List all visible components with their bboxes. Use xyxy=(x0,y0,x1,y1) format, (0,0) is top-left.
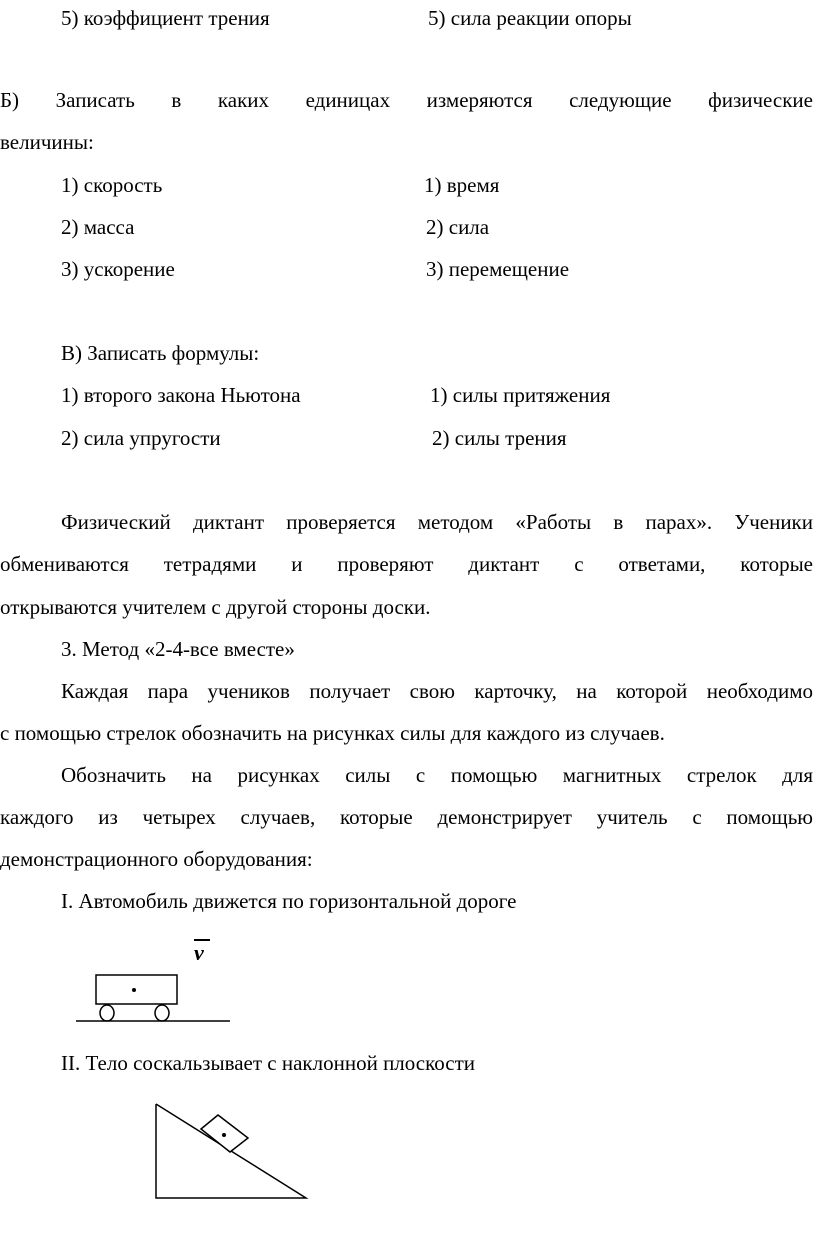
dictation-paragraph-line: обмениваются тетрадями и проверяют диктант с ответами, которые xyxy=(0,552,813,576)
list-item: 2) сила упругости xyxy=(61,426,221,450)
method-paragraph-1: Каждая пара учеников получает свою карточку, на которой необходимо xyxy=(61,679,813,703)
section-v-title: В) Записать формулы: xyxy=(61,341,260,365)
list-item: 1) второго закона Ньютона xyxy=(61,383,301,407)
list-item: 3) перемещение xyxy=(426,257,570,281)
method-paragraph-2-line: демонстрационного оборудования: xyxy=(0,847,313,871)
list-item: 2) масса xyxy=(61,215,135,239)
list-item: 5) коэффициент трения xyxy=(61,6,270,30)
method-paragraph-2-line: каждого из четырех случаев, которые демонстрирует учитель с помощью xyxy=(0,805,813,829)
section-b-title-cont: величины: xyxy=(0,130,94,154)
case-1-title: I. Автомобиль движется по горизонтальной дороге xyxy=(61,889,517,913)
dictation-paragraph: Физический диктант проверяется методом «Работы в парах». Ученики xyxy=(61,510,813,534)
list-item: 1) скорость xyxy=(61,173,163,197)
list-item: 2) сила xyxy=(426,215,490,239)
incline-diagram-icon xyxy=(150,1100,320,1210)
list-item: 5) сила реакции опоры xyxy=(428,6,632,30)
method-title: 3. Метод «2-4-все вместе» xyxy=(61,637,295,661)
list-item: 2) силы трения xyxy=(432,426,567,450)
list-item: 1) время xyxy=(424,173,500,197)
list-item: 3) ускорение xyxy=(61,257,175,281)
section-b-title: Б) Записать в каких единицах измеряются следующие физические xyxy=(0,88,813,112)
dictation-paragraph-line: открываются учителем с другой стороны доски. xyxy=(0,595,431,619)
list-item: 1) силы притяжения xyxy=(430,383,611,407)
method-paragraph-1-line: с помощью стрелок обозначить на рисунках силы для каждого из случаев. xyxy=(0,721,665,745)
car-diagram-icon xyxy=(70,934,310,1034)
velocity-label: v xyxy=(194,940,204,965)
case-2-title: II. Тело соскальзывает с наклонной плоскости xyxy=(61,1051,476,1075)
method-paragraph-2: Обозначить на рисунках силы с помощью магнитных стрелок для xyxy=(61,763,813,787)
